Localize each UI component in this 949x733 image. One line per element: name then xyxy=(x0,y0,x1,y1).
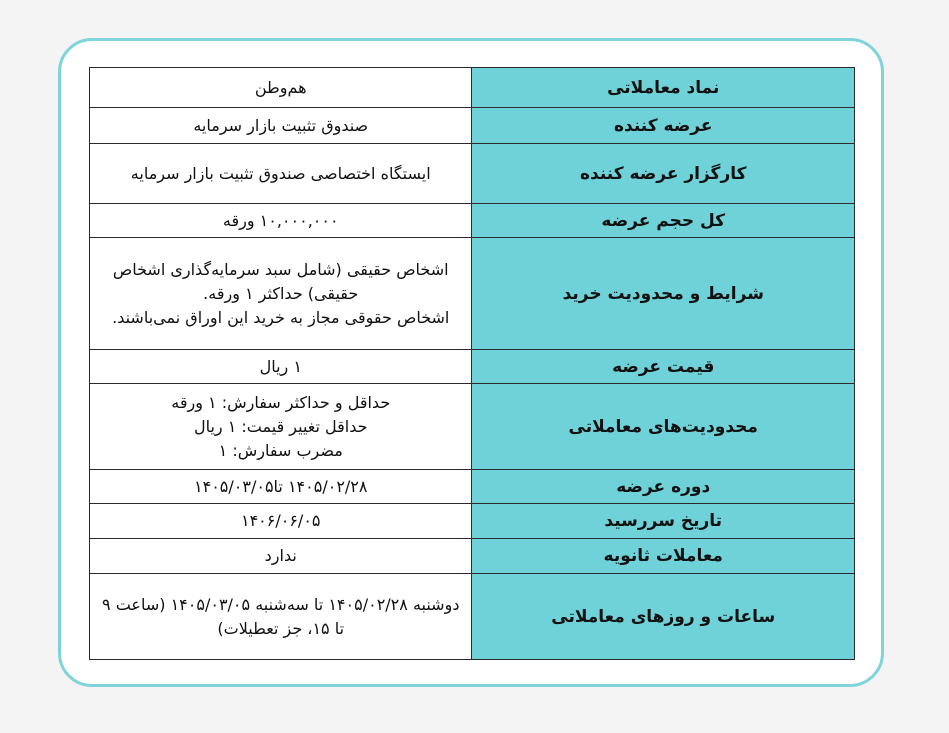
table-row xyxy=(90,108,855,144)
value-line: مضرب سفارش: ۱ xyxy=(218,440,343,460)
table-row xyxy=(90,68,855,108)
row-value-maturity-date: ۱۴۰۶/۰۶/۰۵ xyxy=(90,504,472,539)
value-line: اشخاص حقوقی مجاز به خرید این اوراق نمی‌باشند. xyxy=(112,307,450,327)
row-key-trading-limits: محدودیت‌های معاملاتی xyxy=(472,384,855,470)
table-row xyxy=(90,350,855,384)
row-key-issuer: عرضه کننده xyxy=(472,108,855,144)
row-key-symbol: نماد معاملاتی xyxy=(472,68,855,108)
row-value-total-volume: ۱۰,۰۰۰,۰۰۰ ورقه xyxy=(90,204,472,238)
value-line: اشخاص حقیقی (شامل سبد سرمایه‌گذاری اشخاص حقیقی) حداکثر ۱ ورقه. xyxy=(112,259,449,303)
row-value-trading-hours: دوشنبه ۱۴۰۵/۰۲/۲۸ تا سه‌شنبه ۱۴۰۵/۰۳/۰۵ (ساعت ۹ تا ۱۵، جز تعطیلات) xyxy=(90,574,472,660)
row-key-trading-hours: ساعات و روزهای معاملاتی xyxy=(472,574,855,660)
row-key-secondary-trading: معاملات ثانویه xyxy=(472,539,855,574)
row-value-purchase-conditions xyxy=(90,238,472,350)
row-key-purchase-conditions: شرایط و محدودیت خرید xyxy=(472,238,855,350)
row-key-broker: کارگزار عرضه کننده xyxy=(472,144,855,204)
row-value-offer-period: ۱۴۰۵/۰۲/۲۸ تا۱۴۰۵/۰۳/۰۵ xyxy=(90,470,472,504)
row-key-maturity-date: تاریخ سررسید xyxy=(472,504,855,539)
table-row xyxy=(90,504,855,539)
table-row xyxy=(90,574,855,660)
row-key-offer-price: قیمت عرضه xyxy=(472,350,855,384)
table-row xyxy=(90,384,855,470)
table-row xyxy=(90,539,855,574)
row-key-offer-period: دوره عرضه xyxy=(472,470,855,504)
row-key-total-volume: کل حجم عرضه xyxy=(472,204,855,238)
table-row xyxy=(90,238,855,350)
row-value-symbol: هم‌وطن xyxy=(90,68,472,108)
row-value-issuer: صندوق تثبیت بازار سرمایه xyxy=(90,108,472,144)
table-row xyxy=(90,204,855,238)
row-value-trading-limits xyxy=(90,384,472,470)
row-value-offer-price: ۱ ریال xyxy=(90,350,472,384)
value-line: حداقل تغییر قیمت: ۱ ریال xyxy=(193,416,368,436)
table-row xyxy=(90,470,855,504)
row-value-broker: ایستگاه اختصاصی صندوق تثبیت بازار سرمایه xyxy=(90,144,472,204)
offering-details-table xyxy=(89,67,855,660)
value-line: حداقل و حداکثر سفارش: ۱ ورقه xyxy=(171,392,391,412)
table-row xyxy=(90,144,855,204)
row-value-secondary-trading: ندارد xyxy=(90,539,472,574)
